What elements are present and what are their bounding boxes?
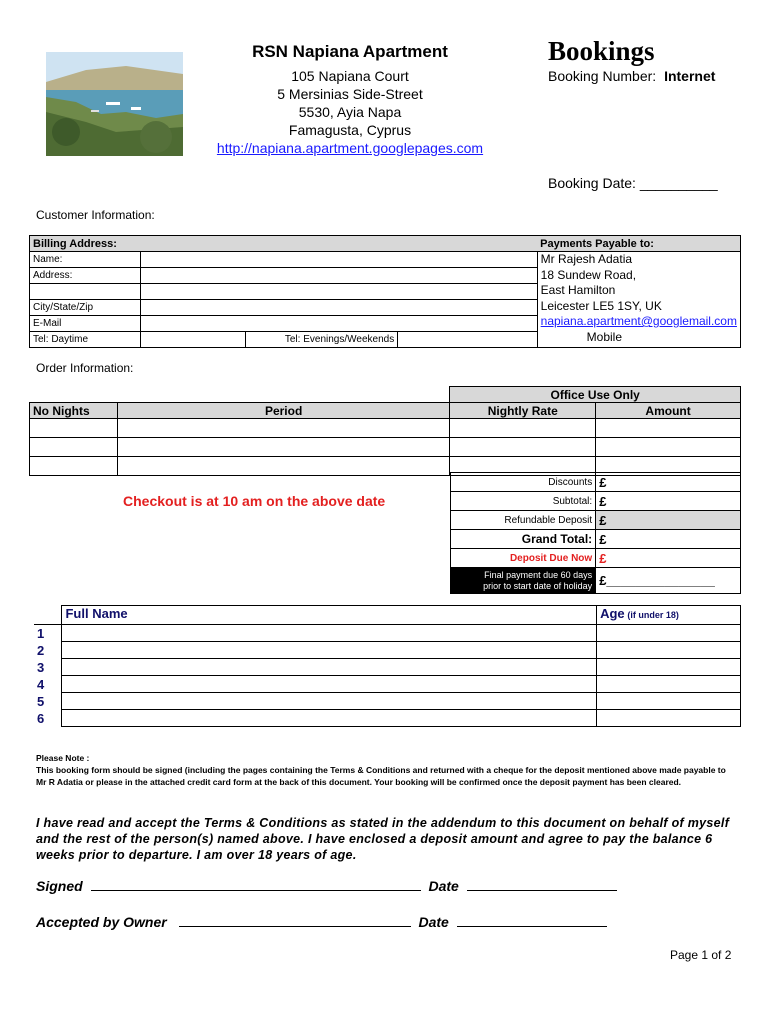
date-line[interactable]: [467, 890, 617, 891]
payable-to-label: Payments Payable to:: [537, 236, 740, 252]
col-amount: Amount: [596, 403, 741, 419]
address-line: Famagusta, Cyprus: [288, 122, 412, 138]
guest-age-field[interactable]: [597, 710, 741, 727]
date-label: Date: [428, 878, 459, 894]
order-cell[interactable]: [30, 438, 118, 457]
guest-number: 6: [37, 710, 45, 726]
payee-line: Leicester LE5 1SY, UK: [540, 298, 662, 313]
owner-date-line[interactable]: [457, 926, 607, 927]
website-link[interactable]: http://napiana.apartment.googlepages.com: [216, 140, 484, 156]
accepted-row: [36, 914, 607, 930]
guest-name-field[interactable]: [62, 693, 597, 710]
address-line: 105 Napiana Court: [291, 68, 409, 84]
age-label: Age: [600, 606, 625, 621]
guest-number: 4: [37, 676, 45, 692]
note-body: This booking form should be signed (including the pages containing the Terms & Conditions and returned with a cheque for the deposit mentioned above made payable to Mr R Adatia or please in the attached credit card form at the back of this document. Your booking will be confirmed once the deposit payment has been cleared.: [36, 765, 726, 787]
terms-agreement: I have read and accept the Terms & Conditions as stated in the addendum to this document on behalf of myself and the rest of the person(s) named above. I have enclosed a deposit amount and agree to pay the balance 6 weeks prior to departure. I am over 18 years of age.: [36, 816, 730, 862]
order-table: [29, 386, 741, 476]
deposit-due-value[interactable]: £: [596, 549, 741, 568]
address-label: Address:: [30, 268, 141, 284]
address-line: 5 Mersinias Side-Street: [277, 86, 423, 102]
guest-age-field[interactable]: [597, 625, 741, 642]
discounts-value[interactable]: £: [596, 473, 741, 492]
please-note: [36, 752, 736, 788]
tel-daytime-label: Tel: Daytime: [30, 332, 141, 348]
final-payment-label: [451, 568, 596, 594]
guest-age-field[interactable]: [597, 642, 741, 659]
tel-evenings-field[interactable]: [398, 332, 537, 348]
apartment-address: [200, 67, 500, 157]
booking-number-label: Booking Number:: [548, 68, 657, 84]
payee-email-link[interactable]: napiana.apartment@googlemail.com: [540, 314, 737, 328]
grand-total-value[interactable]: £: [596, 530, 741, 549]
final-payment-line: Final payment due 60 days: [484, 569, 593, 580]
city-field[interactable]: [141, 300, 538, 316]
deposit-due-label: Deposit Due Now: [451, 549, 596, 568]
apartment-name: RSN Napiana Apartment: [252, 42, 448, 61]
accepted-label: Accepted by Owner: [36, 914, 167, 930]
order-cell[interactable]: [117, 419, 449, 438]
guest-number: 2: [37, 642, 45, 658]
apartment-photo: [46, 52, 183, 156]
discounts-label: Discounts: [451, 473, 596, 492]
name-label: Name:: [30, 252, 141, 268]
city-label: City/State/Zip: [30, 300, 141, 316]
email-field[interactable]: [141, 316, 538, 332]
guest-age-field[interactable]: [597, 676, 741, 693]
guest-name-field[interactable]: [62, 676, 597, 693]
order-cell[interactable]: [450, 419, 596, 438]
col-nightly-rate: Nightly Rate: [450, 403, 596, 419]
signed-label: Signed: [36, 878, 83, 894]
order-section-label: Order Information:: [36, 361, 134, 375]
order-cell[interactable]: [117, 457, 449, 476]
deposit-refundable-value[interactable]: £: [596, 511, 741, 530]
guest-number: 1: [37, 625, 45, 641]
owner-signature-line[interactable]: [179, 926, 411, 927]
age-header: [597, 606, 741, 625]
guest-name-field[interactable]: [62, 659, 597, 676]
order-cell[interactable]: [596, 438, 741, 457]
col-nights: No Nights: [30, 403, 118, 419]
full-name-header: Full Name: [62, 606, 597, 625]
guest-age-field[interactable]: [597, 659, 741, 676]
guest-name-field[interactable]: [62, 642, 597, 659]
signature-line[interactable]: [91, 890, 421, 891]
email-label: E-Mail: [30, 316, 141, 332]
payee-block: [537, 252, 740, 348]
guests-table: [34, 605, 741, 727]
deposit-refundable-label: Refundable Deposit: [451, 511, 596, 530]
order-cell[interactable]: [117, 438, 449, 457]
final-payment-line: prior to start date of holiday: [483, 580, 593, 591]
final-payment-value[interactable]: £_______________: [596, 568, 741, 594]
tel-daytime-field[interactable]: [141, 332, 246, 348]
guest-age-field[interactable]: [597, 693, 741, 710]
customer-table: [29, 235, 741, 348]
order-cell[interactable]: [30, 419, 118, 438]
payee-line: 18 Sundew Road,: [540, 267, 637, 282]
guest-name-field[interactable]: [62, 710, 597, 727]
payee-line: East Hamilton: [540, 283, 616, 297]
booking-date: Booking Date: __________: [548, 175, 718, 191]
note-title: Please Note :: [36, 753, 90, 763]
payee-line: Mr Rajesh Adatia: [540, 252, 633, 266]
order-cell[interactable]: [450, 438, 596, 457]
address-field-2[interactable]: [141, 284, 538, 300]
billing-address-label: Billing Address:: [30, 236, 538, 252]
office-use-label: Office Use Only: [450, 387, 741, 403]
page-title: Bookings: [548, 36, 655, 66]
booking-number: [548, 68, 715, 84]
page-number: Page 1 of 2: [670, 948, 732, 962]
address-field[interactable]: [141, 268, 538, 284]
guest-name-field[interactable]: [62, 625, 597, 642]
order-cell[interactable]: [30, 457, 118, 476]
subtotal-value[interactable]: £: [596, 492, 741, 511]
booking-number-value: Internet: [664, 68, 716, 84]
totals-table: [450, 472, 741, 594]
name-field[interactable]: [141, 252, 538, 268]
mobile-label: Mobile: [586, 329, 623, 344]
grand-total-label: Grand Total:: [451, 530, 596, 549]
guest-number: 3: [37, 659, 45, 675]
subtotal-label: Subtotal:: [451, 492, 596, 511]
tel-evenings-label: Tel: Evenings/Weekends: [246, 332, 398, 348]
order-cell[interactable]: [596, 419, 741, 438]
checkout-note: Checkout is at 10 am on the above date: [123, 493, 386, 509]
guest-number: 5: [37, 693, 45, 709]
signed-row: [36, 878, 617, 894]
address-line: 5530, Ayia Napa: [298, 104, 402, 120]
age-note: (if under 18): [627, 610, 679, 620]
customer-section-label: Customer Information:: [36, 208, 155, 222]
owner-date-label: Date: [418, 914, 449, 930]
col-period: Period: [117, 403, 449, 419]
